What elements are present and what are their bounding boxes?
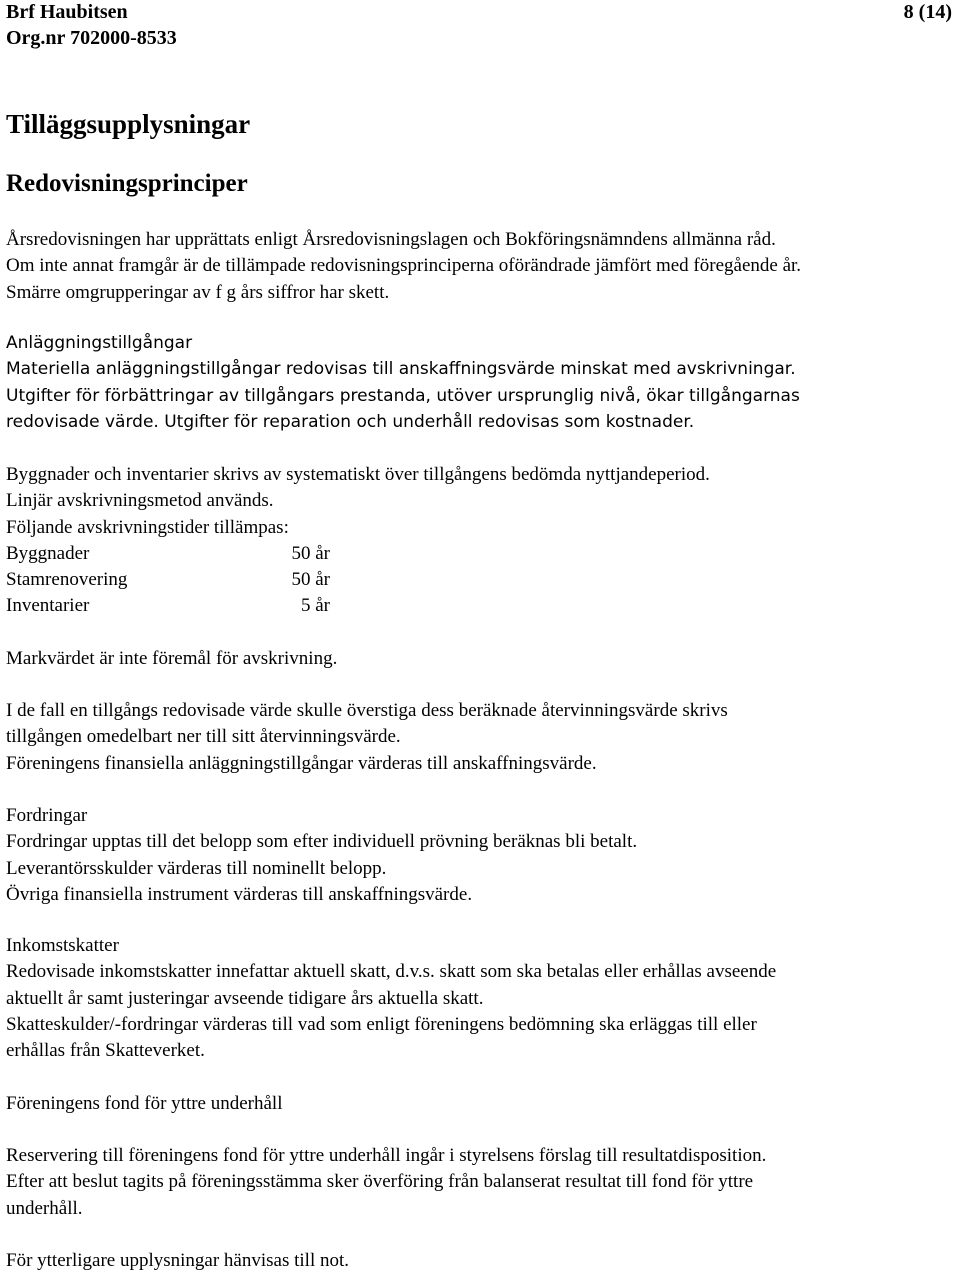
depreciation-line: Linjär avskrivningsmetod används. <box>6 490 274 512</box>
org-number: Org.nr 702000-8533 <box>6 27 177 49</box>
depreciation-period: 50 år <box>291 569 330 591</box>
impairment-paragraph <box>6 698 728 777</box>
fordringar-line: Leverantörsskulder värderas till nominellt belopp. <box>6 857 387 879</box>
org-name: Brf Haubitsen <box>6 1 128 23</box>
impairment-line: tillgången omedelbart ner till sitt återvinningsvärde. <box>6 726 401 748</box>
depreciation-line: Byggnader och inventarier skrivs av systematiskt över tillgångens bedömda nyttjandeperiod. <box>6 464 710 485</box>
fond-line: underhåll. <box>6 1197 83 1219</box>
fond-paragraph <box>6 1143 766 1222</box>
anlaggningstillgangar-line: Materiella anläggningstillgångar redovisas till anskaffningsvärde minskat med avskrivningar. <box>6 359 796 380</box>
inkomstskatter-line: Skatteskulder/-fordringar värderas till vad som enligt föreningens bedömning ska erläggas till eller <box>6 1013 757 1035</box>
anlaggningstillgangar-line: Utgifter för förbättringar av tillgångars prestanda, utöver ursprunglig nivå, ökar tillgångarnas <box>6 385 800 406</box>
intro-line: Årsredovisningen har upprättats enligt Årsredovisningslagen och Bokföringsnämndens allmänna råd. <box>6 229 776 250</box>
anlaggningstillgangar-section <box>6 330 800 435</box>
anlaggningstillgangar-line: redovisade värde. Utgifter för reparation och underhåll redovisas som kostnader. <box>6 411 695 432</box>
intro-line: Smärre omgrupperingar av f g års siffror har skett. <box>6 281 390 303</box>
inkomstskatter-line: Redovisade inkomstskatter innefattar aktuell skatt, d.v.s. skatt som ska betalas eller erhållas avseende <box>6 961 777 983</box>
impairment-line: I de fall en tillgångs redovisade värde skulle överstiga dess beräknade återvinningsvärde skrivs <box>6 700 728 721</box>
fordringar-line: Övriga finansiella instrument värderas till anskaffningsvärde. <box>6 883 473 905</box>
markvarde-note: Markvärdet är inte föremål för avskrivning. <box>6 648 338 669</box>
depreciation-period: 5 år <box>300 595 330 617</box>
inkomstskatter-section <box>6 933 776 1064</box>
inkomstskatter-line: erhållas från Skatteverket. <box>6 1040 205 1062</box>
fond-heading: Föreningens fond för yttre underhåll <box>6 1093 283 1114</box>
inkomstskatter-line: aktuellt år samt justeringar avseende tidigare års aktuella skatt. <box>6 987 484 1009</box>
intro-paragraph <box>6 227 801 306</box>
section-title: Redovisningsprinciper <box>6 170 248 197</box>
depreciation-row <box>6 567 346 593</box>
intro-line: Om inte annat framgår är de tillämpade redovisningsprinciperna oförändrade jämfört med föregående år. <box>6 255 802 277</box>
page-title: Tilläggsupplysningar <box>6 109 251 139</box>
fordringar-heading: Fordringar <box>6 805 88 826</box>
depreciation-line: Följande avskrivningstider tillämpas: <box>6 516 289 538</box>
fordringar-line: Fordringar upptas till det belopp som efter individuell prövning beräknas bli betalt. <box>6 831 638 853</box>
depreciation-row <box>6 593 346 619</box>
depreciation-row <box>6 541 346 567</box>
fond-line: Reservering till föreningens fond för yttre underhåll ingår i styrelsens förslag till resultatdisposition. <box>6 1145 767 1166</box>
inkomstskatter-heading: Inkomstskatter <box>6 935 119 956</box>
impairment-line: Föreningens finansiella anläggningstillgångar värderas till anskaffningsvärde. <box>6 752 597 774</box>
fond-line: Efter att beslut tagits på föreningsstämma sker överföring från balanserat resultat till fond för yttre <box>6 1171 754 1193</box>
depreciation-period: 50 år <box>291 542 330 564</box>
page-number: 8 (14) <box>903 1 952 23</box>
footer-note: För ytterligare upplysningar hänvisas till not. <box>6 1250 350 1271</box>
depreciation-asset: Inventarier <box>6 595 90 617</box>
depreciation-asset: Byggnader <box>6 542 90 564</box>
depreciation-asset: Stamrenovering <box>6 569 128 591</box>
fordringar-section <box>6 803 637 908</box>
depreciation-section <box>6 462 710 620</box>
anlaggningstillgangar-heading: Anläggningstillgångar <box>6 333 193 353</box>
